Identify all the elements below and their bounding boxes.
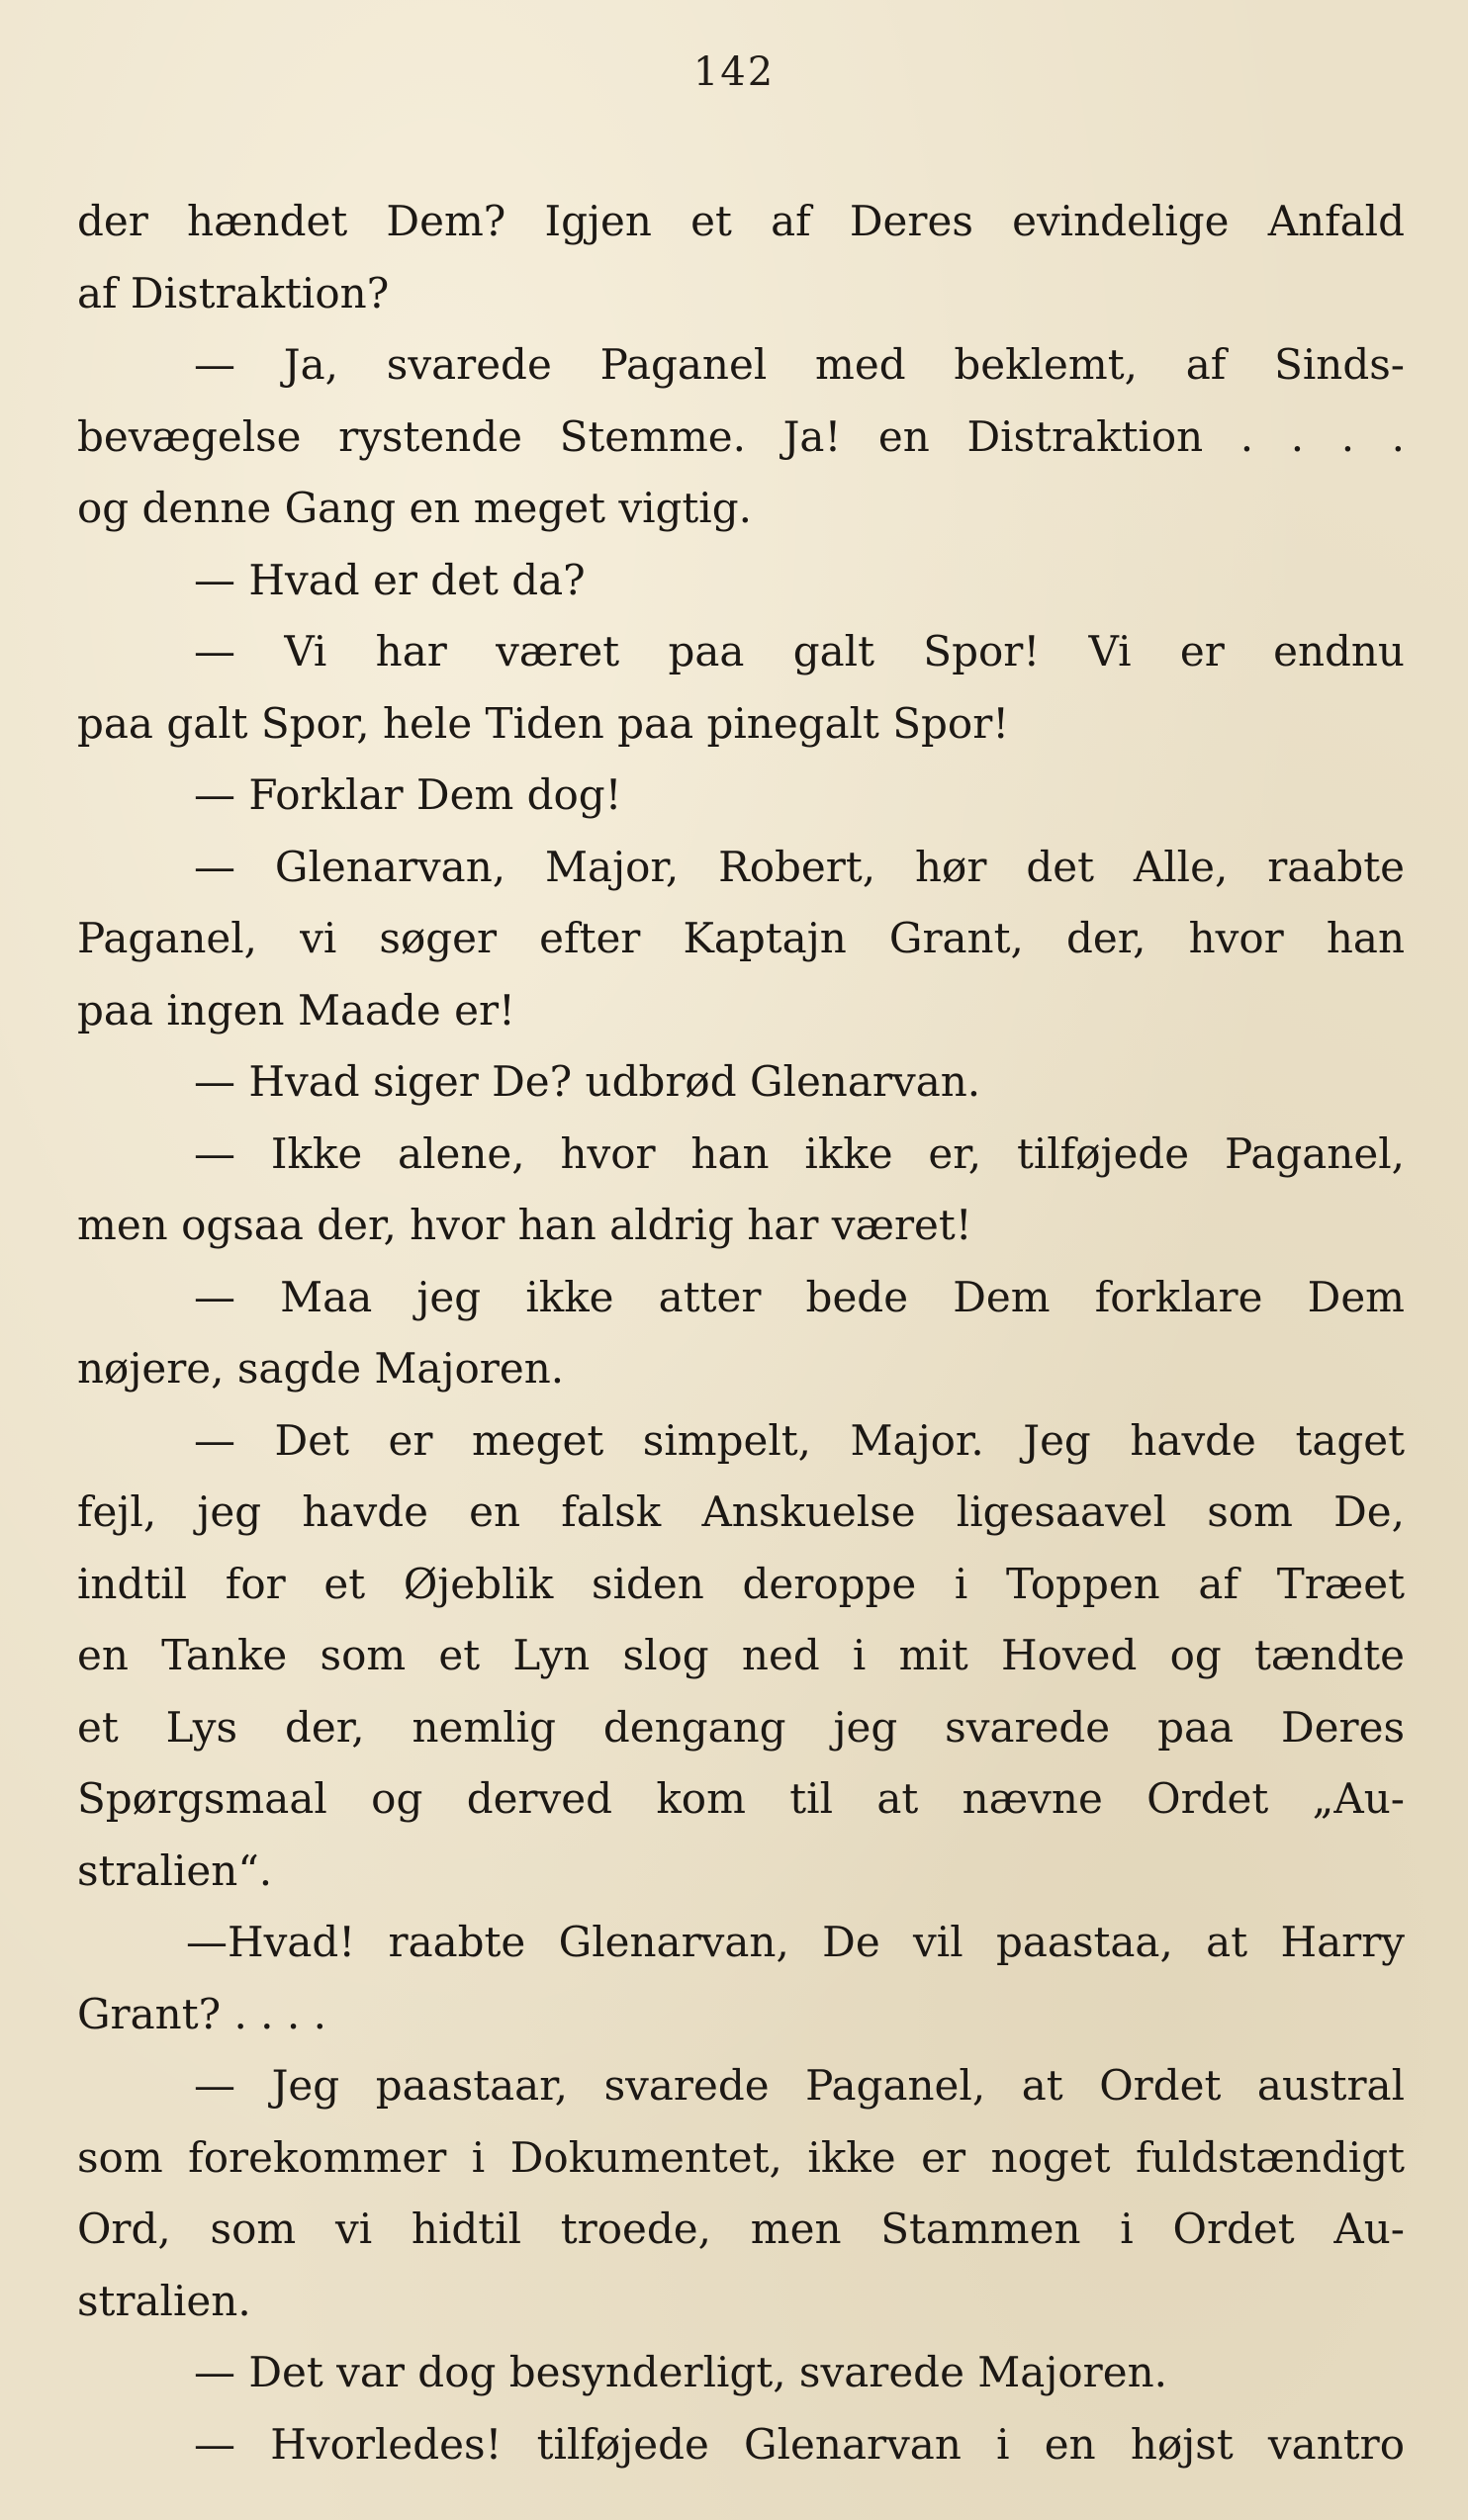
text-line: — Ja, svarede Paganel med beklemt, af Sinds-	[194, 340, 1405, 389]
text-line: stralien.	[77, 2276, 251, 2325]
text-line: — Glenarvan, Major, Robert, hør det Alle, raabte	[194, 842, 1405, 891]
text-line: Paganel, vi søger efter Kaptajn Grant, der, hvor han	[77, 914, 1405, 962]
text-line: — Vi har været paa galt Spor! Vi er endnu	[194, 627, 1405, 675]
text-line: — Det er meget simpelt, Major. Jeg havde taget	[194, 1415, 1405, 1465]
text-line: — Hvorledes! tilføjede Glenarvan i en højst vantro	[194, 2419, 1405, 2469]
text-line: et Lys der, nemlig dengang jeg svarede paa Deres	[77, 1702, 1405, 1752]
text-line: —Hvad! raabte Glenarvan, De vil paastaa, at Harry	[186, 1918, 1405, 1966]
text-line: en Tanke som et Lyn slog ned i mit Hoved og tændte	[77, 1631, 1405, 1679]
text-line: af Distraktion?	[77, 268, 390, 317]
text-line: men ogsaa der, hvor han aldrig har været!	[77, 1201, 972, 1249]
text-line: der hændet Dem? Igjen et af Deres evindelige Anfald	[77, 197, 1405, 245]
text-line: som forekommer i Dokumentet, ikke er noget fuldstændigt	[77, 2132, 1405, 2182]
text-line: paa ingen Maade er!	[77, 985, 515, 1035]
text-line: paa galt Spor, hele Tiden paa pinegalt Spor!	[77, 698, 1010, 748]
text-line: — Hvad siger De? udbrød Glenarvan.	[194, 1057, 981, 1106]
text-line: fejl, jeg havde en falsk Anskuelse ligesaavel som De,	[77, 1487, 1405, 1536]
text-line: Grant? . . . .	[77, 1989, 326, 2038]
text-line: — Jeg paastaar, svarede Paganel, at Ordet austral	[194, 2061, 1405, 2110]
text-line: bevægelse rystende Stemme. Ja! en Distraktion . . . .	[77, 411, 1405, 461]
text-line: og denne Gang en meget vigtig.	[77, 484, 752, 532]
text-line: — Ikke alene, hvor han ikke er, tilføjede Paganel,	[194, 1128, 1405, 1178]
text-line: — Maa jeg ikke atter bede Dem forklare Dem	[194, 1272, 1405, 1321]
page-number: 142	[692, 49, 776, 95]
text-line: Ord, som vi hidtil troede, men Stammen i Ordet Au-	[77, 2205, 1405, 2253]
text-line: — Forklar Dem dog!	[194, 770, 622, 819]
body-text	[77, 186, 1405, 2480]
text-line: — Det var dog besynderligt, svarede Majoren.	[194, 2348, 1167, 2396]
text-line: stralien“.	[77, 1845, 273, 1895]
text-line: Spørgsmaal og derved kom til at nævne Ordet „Au-	[77, 1774, 1405, 1823]
text-line: — Hvad er det da?	[194, 555, 586, 604]
text-line: indtil for et Øjeblik siden deroppe i Toppen af Træet	[77, 1559, 1405, 1608]
text-line: nøjere, sagde Majoren.	[77, 1344, 565, 1393]
